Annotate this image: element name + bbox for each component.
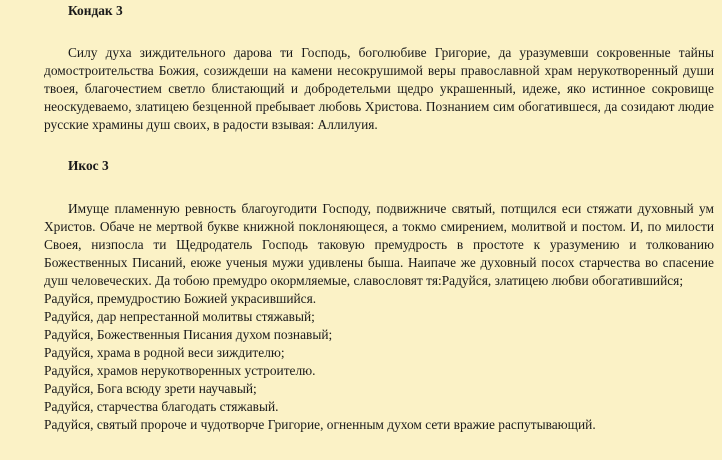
ikos-heading: Икос 3 bbox=[68, 158, 109, 173]
rejoice-line: Радуйся, Божественныя Писания духом познавый; bbox=[44, 327, 333, 342]
ikos-paragraph: Имуще пламенную ревность благоугодити Господу, подвижниче святый, потщился еси стяжати духовный ум Христов. Обаче не мертвой букве книжной поклоняющеся, а токмо смирением, молитвой и постом. И, по милости Своея, низпосла ти Щедродатель Господь таковую премудрость в простоте к уразумению и толкованию Божественных Писаний, еюже ученыя мужи удивлены быша. Наипаче же духовный посох старчества во спасение душ человеческих. Да тобою премудро окормляемые, славословят тя:Радуйся, златицею любви обогатившийся; bbox=[44, 201, 714, 288]
ikos-rejoice-list bbox=[44, 290, 714, 434]
rejoice-line: Радуйся, дар непрестанной молитвы стяжавый; bbox=[44, 309, 315, 324]
rejoice-line: Радуйся, храмов нерукотворенных устроителю. bbox=[44, 363, 316, 378]
rejoice-line: Радуйся, святый пророче и чудотворче Григорие, огненным духом сети вражие распутывающий. bbox=[44, 417, 596, 432]
kondak-section bbox=[44, 44, 714, 134]
ikos-section bbox=[44, 200, 714, 434]
rejoice-line: Радуйся, премудростию Божией украсившийся. bbox=[44, 291, 317, 306]
rejoice-line: Радуйся, старчества благодать стяжавый. bbox=[44, 399, 279, 414]
rejoice-line: Радуйся, Бога всюду зрети научавый; bbox=[44, 381, 257, 396]
kondak-heading: Кондак 3 bbox=[68, 3, 123, 18]
rejoice-line: Радуйся, храма в родной веси зиждителю; bbox=[44, 345, 285, 360]
kondak-paragraph: Силу духа зиждительного дарова ти Господь, боголюбиве Григорие, да уразумевши сокровенные тайны домостроительства Божия, созиждеши на камени несокрушимой веры православной храм нерукотворенный души твоея, благочестием светло блистающий и добродетельми щедро украшенный, идеже, яко истинное сокровище неоскудеваемо, златицею безценной пребывает любовь Христова. Познанием сим обогатившеся, да созидают людие русские храмины душ своих, в радости взывая: Аллилуия. bbox=[44, 45, 714, 132]
